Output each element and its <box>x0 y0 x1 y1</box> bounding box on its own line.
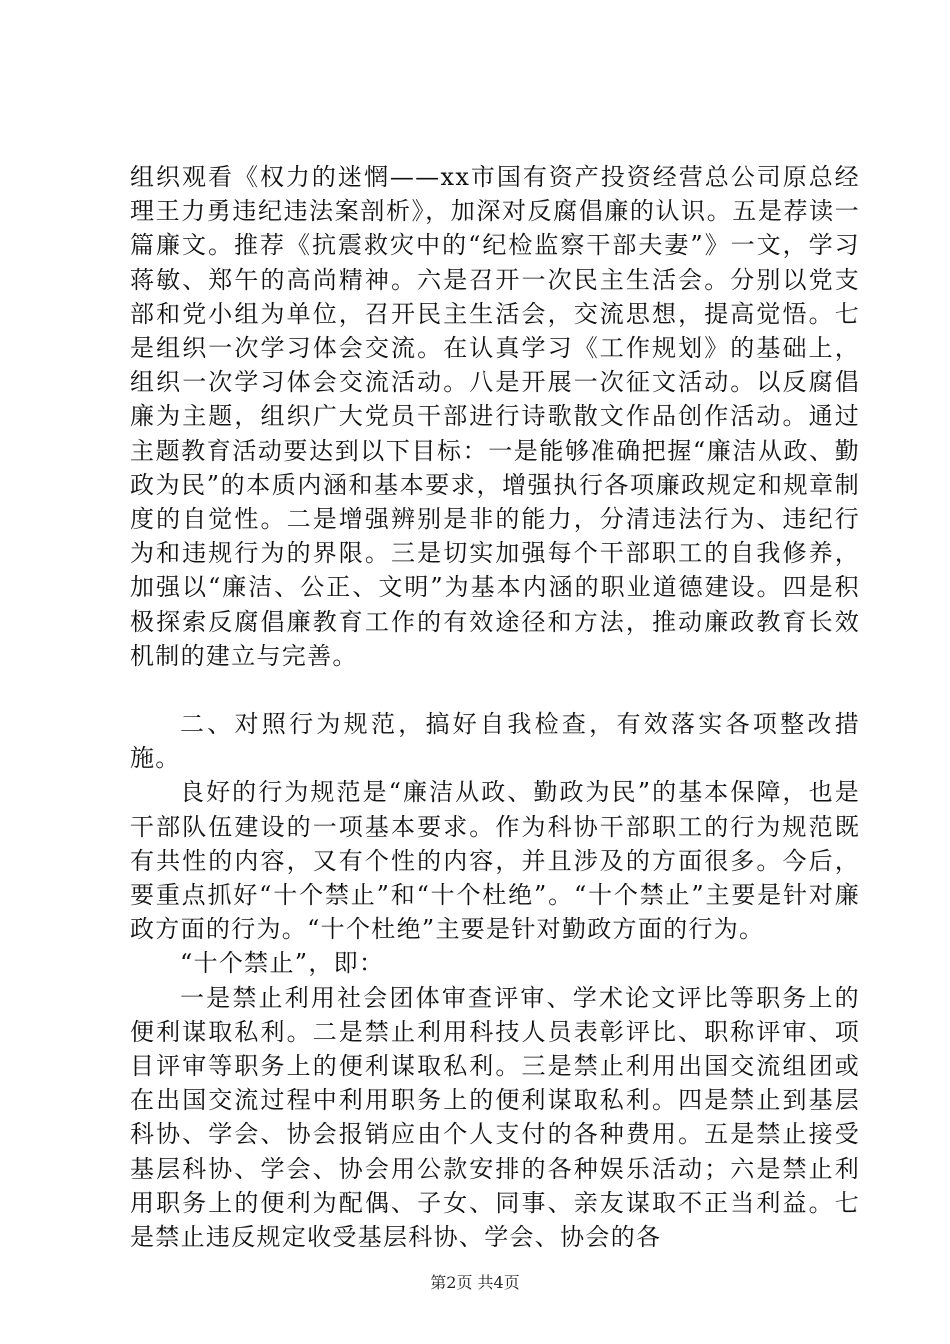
document-body <box>130 160 860 1254</box>
paragraph-ten-prohibitions: 一是禁止利用社会团体审查评审、学术论文评比等职务上的便利谋取私利。二是禁止利用科技人员表彰评比、职称评审、项目评审等职务上的便利谋取私利。三是禁止利用出国交流组团或在出国交流过程中利用职务上的便利谋取私利。四是禁止到基层科协、学会、协会报销应由个人支付的各种费用。五是禁止接受基层科协、学会、协会用公款安排的各种娱乐活动；六是禁止利用职务上的便利为配偶、子女、同事、亲友谋取不正当利益。七是禁止违反规定收受基层科协、学会、协会的各 <box>130 983 860 1252</box>
page-number-footer: 第2页 共4页 <box>430 1273 520 1292</box>
paragraph-activities: 组织观看《权力的迷惘——xx市国有资产投资经营总公司原总经理王力勇违纪违法案剖析》，加深对反腐倡廉的认识。五是荐读一篇廉文。推荐《抗震救灾中的“纪检监察干部夫妻”》一文，学习蒋敏、郑午的高尚精神。六是召开一次民主生活会。分别以党支部和党小组为单位，召开民主生活会，交流思想，提高觉悟。七是组织一次学习体会交流。在认真学习《工作规划》的基础上，组织一次学习体会交流活动。八是开展一次征文活动。以反腐倡廉为主题，组织广大党员干部进行诗歌散文作品创作活动。通过主题教育活动要达到以下目标：一是能够准确把握“廉洁从政、勤政为民”的本质内涵和基本要求，增强执行各项廉政规定和规章制度的自觉性。二是增强辨别是非的能力，分清违法行为、违纪行为和违规行为的界限。三是切实加强每个干部职工的自我修养，加强以“廉洁、公正、文明”为基本内涵的职业道德建设。四是积极探索反腐倡廉教育工作的有效途径和方法，推动廉政教育长效机制的建立与完善。 <box>130 163 860 670</box>
section-heading-two: 二、对照行为规范，搞好自我检查，有效落实各项整改措施。 <box>130 710 860 773</box>
paragraph-ten-prohibitions-intro: “十个禁止”，即： <box>180 949 385 978</box>
paragraph-conduct-norms: 良好的行为规范是“廉洁从政、勤政为民”的基本保障，也是干部队伍建设的一项基本要求。作为科协干部职工的行为规范既有共性的内容，又有个性的内容，并且涉及的方面很多。今后，要重点抓好“十个禁止”和“十个杜绝”。“十个禁止”主要是针对廉政方面的行为。“十个杜绝”主要是针对勤政方面的行为。 <box>130 778 860 944</box>
